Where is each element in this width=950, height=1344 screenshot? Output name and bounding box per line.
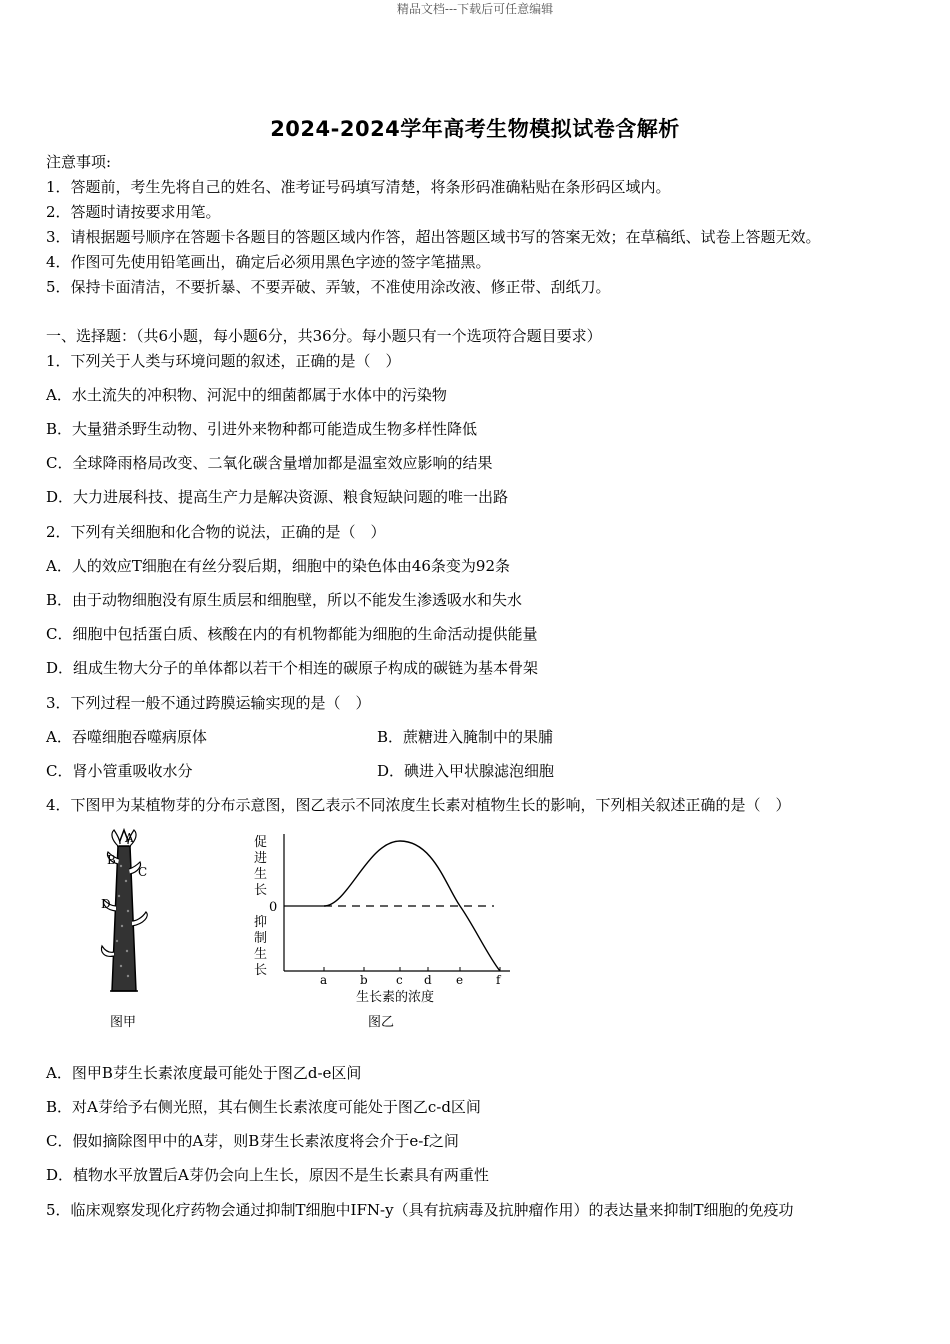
notice-item-5: 5．保持卡面清洁，不要折暴、不要弄破、弄皱，不准使用涂改液、修正带、刮纸刀。	[46, 278, 611, 296]
x-axis-label: 生长素的浓度	[356, 990, 435, 1005]
q1-option-a: A．水土流失的冲积物、河泥中的细菌都属于水体中的污染物	[46, 386, 447, 404]
q3-option-c: C．肾小管重吸收水分	[46, 762, 193, 780]
q1-option-b: B．大量猎杀野生动物、引进外来物种都可能造成生物多样性降低	[46, 420, 478, 438]
figure-a-label-c: C	[138, 865, 148, 879]
figure-a-label-b: B	[107, 853, 116, 867]
notice-heading: 注意事项:	[46, 153, 112, 171]
y-label-top-3: 生	[254, 867, 268, 882]
figure-b-caption: 图乙	[368, 1015, 395, 1030]
q1-option-d: D．大力进展科技、提高生产力是解决资源、粮食短缺问题的唯一出路	[46, 488, 509, 506]
page-header: 精品文档---下载后可任意编辑	[396, 2, 554, 16]
page-title: 2024-2024学年高考生物模拟试卷含解析	[270, 117, 680, 141]
q4-option-d: D．植物水平放置后A芽仍会向上生长，原因不是生长素具有两重性	[46, 1166, 489, 1184]
figure-b-chart	[248, 826, 518, 1036]
figure-a-label-a: A	[125, 831, 134, 845]
q2-option-d: D．组成生物大分子的单体都以若干个相连的碳原子构成的碳链为基本骨架	[46, 659, 539, 677]
tick-f: f	[496, 973, 501, 987]
q4-stem: 4．下图甲为某植物芽的分布示意图，图乙表示不同浓度生长素对植物生长的影响，下列相关叙述正确的是（ ）	[46, 796, 791, 814]
tick-b: b	[360, 973, 368, 987]
q4-option-c: C．假如摘除图甲中的A芽，则B芽生长素浓度将会介于e-f之间	[46, 1132, 459, 1150]
q2-option-b: B．由于动物细胞没有原生质层和细胞壁，所以不能发生渗透吸水和失水	[46, 591, 523, 609]
tick-a: a	[320, 973, 328, 987]
figure-a-label-d: D	[101, 897, 111, 911]
q2-option-c: C．细胞中包括蛋白质、核酸在内的有机物都能为细胞的生命活动提供能量	[46, 625, 538, 643]
q3-option-d: D．碘进入甲状腺滤泡细胞	[377, 762, 555, 780]
y-label-bottom-4: 长	[254, 963, 268, 978]
figure-a-caption: 图甲	[110, 1015, 137, 1030]
q3-option-a: A．吞噬细胞吞噬病原体	[46, 728, 207, 746]
q3-option-b: B．蔗糖进入腌制中的果脯	[377, 728, 554, 746]
figure-a-plant	[88, 826, 178, 1036]
y-label-bottom-1: 抑	[254, 915, 268, 930]
notice-item-3: 3．请根据题号顺序在答题卡各题目的答题区域内作答，超出答题区域书写的答案无效；在草稿纸、试卷上答题无效。	[46, 228, 821, 246]
q2-stem: 2．下列有关细胞和化合物的说法，正确的是（ ）	[46, 523, 386, 541]
q1-stem: 1．下列关于人类与环境问题的叙述，正确的是（ ）	[46, 352, 401, 370]
q4-option-b: B．对A芽给予右侧光照，其右侧生长素浓度可能处于图乙c-d区间	[46, 1098, 481, 1116]
section-heading: 一、选择题：（共6小题，每小题6分，共36分。每小题只有一个选项符合题目要求）	[46, 327, 602, 345]
tick-c: c	[396, 973, 403, 987]
y-label-bottom-3: 生	[254, 947, 268, 962]
tick-d: d	[424, 973, 432, 987]
tick-e: e	[456, 973, 464, 987]
notice-item-1: 1．答题前，考生先将自己的姓名、准考证号码填写清楚，将条形码准确粘贴在条形码区域内。	[46, 178, 671, 196]
notice-item-4: 4．作图可先使用铅笔画出，确定后必须用黑色字迹的签字笔描黑。	[46, 253, 491, 271]
y-label-top-2: 进	[254, 851, 268, 866]
q3-stem: 3．下列过程一般不通过跨膜运输实现的是（ ）	[46, 694, 371, 712]
q1-option-c: C．全球降雨格局改变、二氧化碳含量增加都是温室效应影响的结果	[46, 454, 493, 472]
q4-option-a: A．图甲B芽生长素浓度最可能处于图乙d-e区间	[46, 1064, 362, 1082]
q5-stem: 5．临床观察发现化疗药物会通过抑制T细胞中IFN-y（具有抗病毒及抗肿瘤作用）的表达量来抑制T细胞的免疫功	[46, 1201, 794, 1219]
zero-label: 0	[269, 900, 278, 915]
notice-item-2: 2．答题时请按要求用笔。	[46, 203, 221, 221]
q2-option-a: A．人的效应T细胞在有丝分裂后期，细胞中的染色体由46条变为92条	[46, 557, 511, 575]
y-label-bottom-2: 制	[254, 931, 268, 946]
y-label-top-4: 长	[254, 883, 268, 898]
y-label-top-1: 促	[254, 835, 268, 850]
